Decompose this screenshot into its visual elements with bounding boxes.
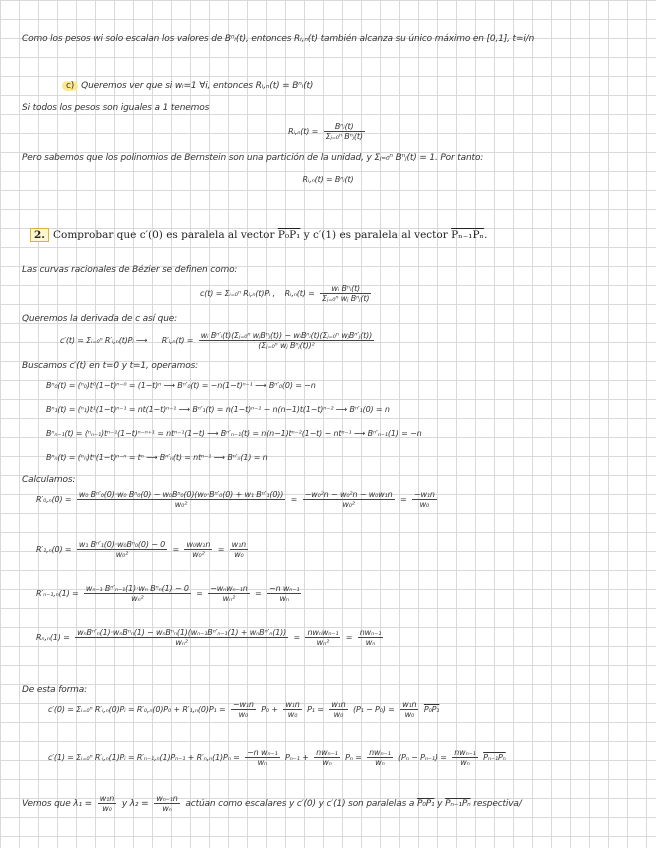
- item-c: [62, 81, 313, 91]
- formula-r0: R′₀,ₙ(0) = $\frac{\text{w₀ Bⁿ′₀(0)·w₀ Bⁿ₀(0) − w₀Bⁿ₀(0)(w₀·Bⁿ′₀(0) + w₁ Bⁿ′₁(0))}}{\text{w₀²}}$ = $\frac{\text{−w₀²n − w₀²n − w₀w₁n}}{\text{w₀²}}$ = $\frac{\text{−w₁n}}{\text{w₀}}$: [36, 490, 435, 509]
- problem-2-statement: 2. Comprobar que c′(0) es paralela al vector P₀P₁ y c′(1) es paralela al vector Pₙ₋₁Pₙ.: [30, 228, 487, 242]
- fraction: $\frac{\text{−n wₙ₋₁}}{\text{wₙ}}$: [247, 748, 278, 767]
- fraction: $\frac{\text{w₁n}}{\text{w₀}}$: [285, 700, 300, 719]
- formula-bn-1: Bⁿₙ₋₁(t) = (ⁿₙ₋₁)tⁿ⁻¹(1−t)ⁿ⁻ⁿ⁺¹ = ntⁿ⁻¹(1−t) ⟶ Bⁿ′ₙ₋₁(t) = n(n−1)tⁿ⁻²(1−t) − ntⁿ⁻¹ ⟶ Bⁿ′ₙ₋₁(1) = −n: [46, 429, 422, 438]
- vector-p0p1: P₀P₁: [423, 705, 440, 714]
- fraction: $\frac{\text{Bⁿᵢ(t)}}{\text{Σⱼ₌₀ⁿ Bⁿⱼ(t)}}$: [325, 122, 363, 141]
- fraction: $\frac{\text{nwₙ₋₁}}{\text{wₙ}}$: [359, 628, 382, 647]
- line-definition: Las curvas racionales de Bézier se definen como:: [22, 265, 238, 275]
- line-derivative-intro: Queremos la derivada de c así que:: [22, 314, 178, 324]
- fraction: $\frac{\text{w₁ Bⁿ′₁(0)·w₀Bⁿ₀(0) − 0}}{\text{w₀²}}$: [78, 540, 166, 559]
- formula-rn-1: R′ₙ₋₁,ₙ(1) = $\frac{\text{wₙ₋₁ Bⁿ′ₙ₋₁(1)·wₙ Bⁿₙ(1) − 0}}{\text{wₙ²}}$ = $\frac{\text{−wₙwₙ₋₁n}}{\text{wₙ²}}$ = $\frac{\text{−n wₙ₋₁}}{\text{wₙ}}$: [36, 584, 300, 603]
- fraction: $\frac{\text{w₁n}}{\text{w₀}}$: [231, 540, 247, 559]
- formula-bn: Bⁿₙ(t) = (ⁿₙ)tⁿ(1−t)ⁿ⁻ⁿ = tⁿ ⟶ Bⁿ′ₙ(t) = ntⁿ⁻¹ ⟶ Bⁿ′ₙ(1) = n: [46, 453, 268, 462]
- line-conclusion: Vemos que λ₁ = $\frac{\text{w₁n}}{\text{w₀}}$ y λ₂ = $\frac{\text{wₙ₋₁n}}{\text{wₙ}}$ actúan como escalares y c′(0) y c′(1) son paralelas a P₀P₁ y Pₙ₋₁Pₙ respectiva/: [22, 794, 522, 813]
- fraction: $\frac{\text{wₙ₋₁ Bⁿ′ₙ₋₁(1)·wₙ Bⁿₙ(1) − 0}}{\text{wₙ²}}$: [85, 584, 189, 603]
- fraction: $\frac{\text{−wₙwₙ₋₁n}}{\text{wₙ²}}$: [210, 584, 248, 603]
- line-operate: Buscamos c′(t) en t=0 y t=1, operamos:: [22, 361, 198, 371]
- vector-pn1pn: Pₙ₋₁Pₙ: [451, 229, 485, 241]
- line-partition: Pero sabemos que los polinomios de Bernstein son una partición de la unidad, y Σⱼ₌₀ⁿ Bⁿⱼ(t) = 1. Por tanto:: [22, 153, 484, 163]
- fraction: $\frac{\text{w₀ Bⁿ′₀(0)·w₀ Bⁿ₀(0) − w₀Bⁿ₀(0)(w₀·Bⁿ′₀(0) + w₁ Bⁿ′₁(0))}}{\text{w₀²}}$: [78, 490, 284, 509]
- fraction: $\frac{\text{wₙ₋₁n}}{\text{wₙ}}$: [156, 794, 178, 813]
- fraction: $\frac{\text{nwₙwₙ₋₁}}{\text{wₙ²}}$: [307, 628, 339, 647]
- formula-c1: c′(1) = Σᵢ₌₀ⁿ R′ᵢ,ₙ(1)Pᵢ = R′ₙ₋₁,ₙ(1)Pₙ₋₁ + R′ₙ,ₙ(1)Pₙ = $\frac{\text{−n wₙ₋₁}}{\text{wₙ}}$ Pₙ₋₁ + $\frac{\text{nwₙ₋₁}}{\text{wₙ}}$ Pₙ = $\frac{\text{nwₙ₋₁}}{\text{wₙ}}$ (Pₙ − Pₙ₋₁) = $\frac{\text{nwₙ₋₁}}{\text{wₙ}}$ Pₙ₋₁Pₙ: [48, 748, 506, 767]
- fraction: $\frac{\text{w₁n}}{\text{w₀}}$: [99, 794, 115, 813]
- formula-curve-def: c(t) = Σᵢ₌₀ⁿ Rᵢ,ₙ(t)Pᵢ , Rᵢ,ₙ(t) = $\frac{\text{wᵢ Bⁿᵢ(t)}}{\text{Σⱼ₌₀ⁿ wⱼ Bⁿⱼ(t)}}$: [200, 284, 370, 303]
- vector-pn1pn: Pₙ₋₁Pₙ: [483, 753, 506, 762]
- fraction: $\frac{\text{−w₁n}}{\text{w₀}}$: [232, 700, 254, 719]
- fraction: $\frac{\text{w₀w₁n}}{\text{w₀²}}$: [186, 540, 211, 559]
- vector-p0p1: P₀P₁: [277, 229, 301, 241]
- formula-derivative: c′(t) = Σᵢ₌₀ⁿ R′ᵢ,ₙ(t)Pᵢ ⟶ R′ᵢ,ₙ(t) = $\frac{\text{wᵢ Bⁿ′ᵢ(t)(Σⱼ₌₀ⁿ wⱼBⁿⱼ(t)) − wᵢBⁿᵢ(t)(Σⱼ₌₀ⁿ wⱼBⁿ′ⱼ(t))}}{\text{(Σⱼ₌₀ⁿ wⱼ Bⁿⱼ(t))²}}$: [60, 331, 373, 350]
- fraction: $\frac{\text{−n wₙ₋₁}}{\text{wₙ}}$: [269, 584, 300, 603]
- formula-b0: Bⁿ₀(t) = (ⁿ₀)t⁰(1−t)ⁿ⁻⁰ = (1−t)ⁿ ⟶ Bⁿ′₀(t) = −n(1−t)ⁿ⁻¹ ⟶ Bⁿ′₀(0) = −n: [46, 381, 316, 390]
- item-text: Queremos ver que si wᵢ=1 ∀i, entonces Rᵢ,ₙ(t) = Bⁿᵢ(t): [81, 81, 314, 91]
- formula-rn: Rₙ,ₙ(1) = $\frac{\text{wₙBⁿ′ₙ(1)·wₙBⁿₙ(1) − wₙBⁿₙ(1)(wₙ₋₁Bⁿ′ₙ₋₁(1) + wₙBⁿ′ₙ(1))}}{\text{wₙ²}}$ = $\frac{\text{nwₙwₙ₋₁}}{\text{wₙ²}}$ = $\frac{\text{nwₙ₋₁}}{\text{wₙ}}$: [36, 628, 382, 647]
- fraction: $\frac{\text{−w₀²n − w₀²n − w₀w₁n}}{\text{w₀²}}$: [304, 490, 393, 509]
- line-calculate: Calculamos:: [22, 475, 76, 485]
- vector-p0p1: P₀P₁: [416, 799, 435, 809]
- fraction: $\frac{\text{wᵢ Bⁿᵢ(t)}}{\text{Σⱼ₌₀ⁿ wⱼ Bⁿⱼ(t)}}$: [322, 284, 370, 303]
- fraction: $\frac{\text{w₁n}}{\text{w₀}}$: [331, 700, 346, 719]
- line-thus: De esta forma:: [22, 685, 88, 695]
- vector-pn1pn: Pₙ₋₁Pₙ: [445, 799, 471, 809]
- fraction: $\frac{\text{−w₁n}}{\text{w₀}}$: [413, 490, 435, 509]
- formula-lhs: Rᵢ,ₙ(t) =: [288, 127, 319, 136]
- item-label: c): [62, 81, 78, 91]
- fraction: $\frac{\text{wᵢ Bⁿ′ᵢ(t)(Σⱼ₌₀ⁿ wⱼBⁿⱼ(t)) − wᵢBⁿᵢ(t)(Σⱼ₌₀ⁿ wⱼBⁿ′ⱼ(t))}}{\text{(Σⱼ₌₀ⁿ wⱼ Bⁿⱼ(t))²}}$: [200, 331, 373, 350]
- fraction: $\frac{\text{w₁n}}{\text{w₀}}$: [402, 700, 417, 719]
- problem-number: 2.: [30, 228, 49, 242]
- fraction: $\frac{\text{nwₙ₋₁}}{\text{wₙ}}$: [369, 748, 391, 767]
- fraction: $\frac{\text{nwₙ₋₁}}{\text{wₙ}}$: [454, 748, 476, 767]
- formula-r1: R′₁,ₙ(0) = $\frac{\text{w₁ Bⁿ′₁(0)·w₀Bⁿ₀(0) − 0}}{\text{w₀²}}$ = $\frac{\text{w₀w₁n}}{\text{w₀²}}$ = $\frac{\text{w₁n}}{\text{w₀}}$: [36, 540, 247, 559]
- fraction: $\frac{\text{nwₙ₋₁}}{\text{wₙ}}$: [316, 748, 338, 767]
- line-weights-equal: Si todos los pesos son iguales a 1 tenemos: [22, 103, 210, 113]
- fraction: $\frac{\text{wₙBⁿ′ₙ(1)·wₙBⁿₙ(1) − wₙBⁿₙ(1)(wₙ₋₁Bⁿ′ₙ₋₁(1) + wₙBⁿ′ₙ(1))}}{\text{wₙ²}}$: [77, 628, 287, 647]
- formula-conclusion: Rᵢ,ₙ(t) = Bⁿᵢ(t): [302, 175, 354, 184]
- formula-r-equal: [0, 122, 656, 141]
- formula-b1: Bⁿ₁(t) = (ⁿ₁)t¹(1−t)ⁿ⁻¹ = nt(1−t)ⁿ⁻¹ ⟶ Bⁿ′₁(t) = n(1−t)ⁿ⁻¹ − n(n−1)t(1−t)ⁿ⁻² ⟶ Bⁿ′₁(0) = n: [46, 405, 390, 414]
- formula-c0: c′(0) = Σᵢ₌₀ⁿ R′ᵢ,ₙ(0)Pᵢ = R′₀,ₙ(0)P₀ + R′₁,ₙ(0)P₁ = $\frac{\text{−w₁n}}{\text{w₀}}$ P₀ + $\frac{\text{w₁n}}{\text{w₀}}$ P₁ = $\frac{\text{w₁n}}{\text{w₀}}$ (P₁ − P₀) = $\frac{\text{w₁n}}{\text{w₀}}$ P₀P₁: [48, 700, 440, 719]
- paragraph-max: Como los pesos wi solo escalan los valores de Bⁿᵢ(t), entonces Rᵢ,ₙ(t) también alcanza su único máximo en [0,1], t=i/n: [22, 34, 535, 44]
